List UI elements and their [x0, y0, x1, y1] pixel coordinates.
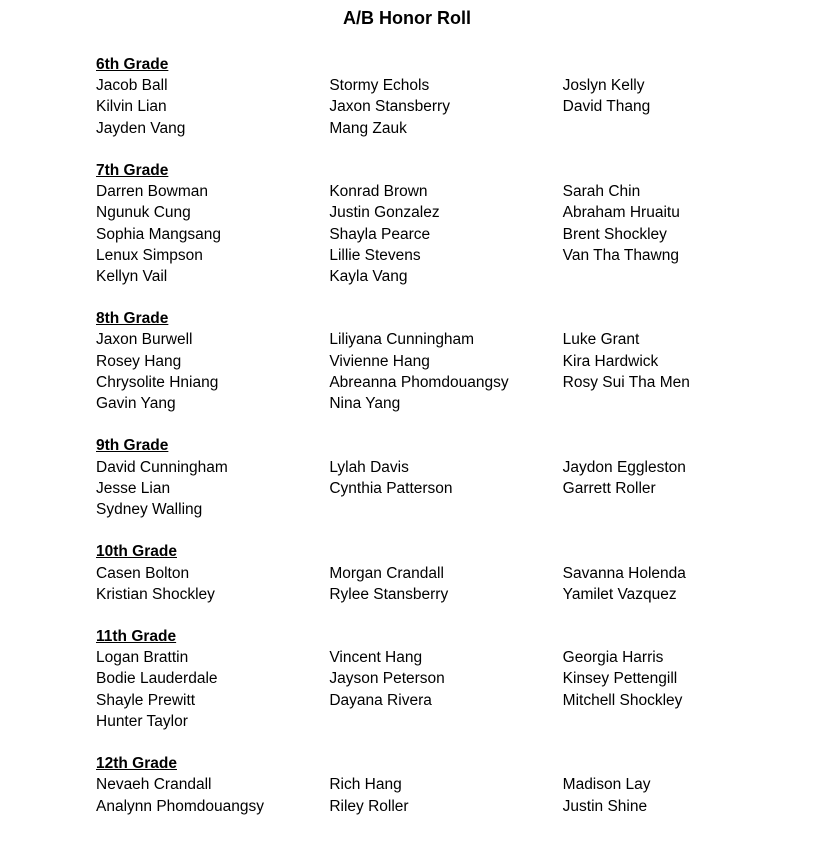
name-row: [96, 393, 796, 414]
student-name: Stormy Echols: [329, 77, 430, 95]
section-6th-grade: [96, 54, 796, 139]
student-name: Nina Yang: [329, 395, 401, 412]
name-row: [96, 563, 796, 584]
student-name: Rosey Hang: [96, 352, 182, 370]
student-name: Kellyn Vail: [96, 267, 168, 285]
student-name: Dayana Rivera: [329, 691, 432, 709]
student-name: [329, 711, 562, 732]
student-name: Rosy Sui Tha Men: [562, 373, 690, 391]
student-name: Justin Gonzalez: [329, 204, 440, 222]
student-name: [563, 118, 796, 139]
student-name: Hunter Taylor: [96, 712, 188, 730]
section-10th-grade: [96, 541, 796, 605]
grade-heading: 9th Grade: [96, 437, 169, 455]
student-name: [563, 711, 796, 732]
student-name: Konrad Brown: [329, 183, 428, 201]
student-name: Kinsey Pettengill: [562, 670, 678, 688]
student-name: Garrett Roller: [562, 479, 656, 497]
grade-heading: 11th Grade: [96, 628, 177, 646]
student-name: Jaxon Stansberry: [329, 98, 450, 116]
student-name: Casen Bolton: [96, 564, 190, 582]
student-name: [563, 393, 796, 414]
grade-heading: 7th Grade: [96, 161, 169, 179]
student-name: [563, 266, 796, 287]
student-name: Madison Lay: [562, 776, 651, 794]
student-name: Vincent Hang: [329, 649, 423, 667]
student-name: [329, 499, 562, 520]
student-name: Lenux Simpson: [96, 246, 203, 264]
student-name: Ngunuk Cung: [96, 204, 191, 222]
student-name: Riley Roller: [329, 797, 409, 815]
student-name: Luke Grant: [562, 331, 640, 349]
student-name: Darren Bowman: [96, 183, 208, 201]
section-7th-grade: [96, 160, 796, 287]
name-row: [96, 329, 796, 350]
student-name: Jacob Ball: [96, 77, 168, 95]
grade-heading: 8th Grade: [96, 310, 169, 328]
name-row: [96, 245, 796, 266]
student-name: Van Tha Thawng: [562, 246, 679, 264]
student-name: Jesse Lian: [96, 479, 171, 497]
student-name: Yamilet Vazquez: [562, 585, 677, 603]
name-row: [96, 668, 796, 689]
student-name: Mitchell Shockley: [562, 691, 683, 709]
name-row: [96, 202, 796, 223]
name-row: [96, 181, 796, 202]
student-name: Rich Hang: [329, 776, 402, 794]
name-row: [96, 584, 796, 605]
student-name: Shayle Prewitt: [96, 691, 196, 709]
student-name: Lillie Stevens: [329, 246, 421, 264]
honor-roll-list: [96, 54, 796, 838]
student-name: Joslyn Kelly: [562, 77, 645, 95]
student-name: Jaydon Eggleston: [562, 458, 686, 476]
student-name: Justin Shine: [562, 797, 648, 815]
student-name: Jayson Peterson: [329, 670, 445, 688]
name-row: [96, 499, 796, 520]
student-name: David Cunningham: [96, 458, 228, 476]
name-row: [96, 690, 796, 711]
student-name: Jaxon Burwell: [96, 331, 193, 349]
student-name: Rylee Stansberry: [329, 585, 449, 603]
student-name: Abraham Hruaitu: [562, 204, 680, 222]
student-name: Kilvin Lian: [96, 98, 167, 116]
name-row: [96, 266, 796, 287]
student-name: Analynn Phomdouangsy: [96, 797, 265, 815]
name-row: [96, 774, 796, 795]
student-name: Mang Zauk: [329, 119, 407, 137]
student-name: Brent Shockley: [562, 225, 667, 243]
student-name: Cynthia Patterson: [329, 479, 453, 497]
student-name: Sydney Walling: [96, 500, 203, 518]
student-name: David Thang: [562, 98, 651, 116]
student-name: Lylah Davis: [329, 458, 409, 476]
name-row: [96, 478, 796, 499]
student-name: Georgia Harris: [562, 649, 664, 667]
student-name: Bodie Lauderdale: [96, 670, 218, 688]
name-row: [96, 711, 796, 732]
student-name: Vivienne Hang: [329, 352, 430, 370]
student-name: Kristian Shockley: [96, 585, 215, 603]
student-name: Chrysolite Hniang: [96, 373, 219, 391]
name-row: [96, 96, 796, 117]
student-name: Morgan Crandall: [329, 564, 444, 582]
student-name: Savanna Holenda: [562, 564, 686, 582]
name-row: [96, 796, 796, 817]
student-name: Liliyana Cunningham: [329, 331, 475, 349]
student-name: Nevaeh Crandall: [96, 776, 212, 794]
name-row: [96, 224, 796, 245]
student-name: Sarah Chin: [562, 183, 641, 201]
page-title: A/B Honor Roll: [343, 8, 471, 28]
student-name: Gavin Yang: [96, 395, 176, 412]
grade-heading: 12th Grade: [96, 755, 177, 773]
student-name: Jayden Vang: [96, 119, 186, 137]
student-name: [563, 499, 796, 520]
section-9th-grade: [96, 435, 796, 520]
name-row: [96, 351, 796, 372]
grade-heading: 6th Grade: [96, 56, 169, 73]
name-row: [96, 457, 796, 478]
section-12th-grade: [96, 753, 796, 817]
student-name: Shayla Pearce: [329, 225, 431, 243]
section-8th-grade: [96, 308, 796, 414]
name-row: [96, 75, 796, 96]
grade-heading: 10th Grade: [96, 543, 177, 561]
student-name: Logan Brattin: [96, 649, 189, 667]
section-11th-grade: [96, 626, 796, 732]
name-row: [96, 118, 796, 139]
student-name: Kayla Vang: [329, 267, 408, 285]
student-name: Kira Hardwick: [562, 352, 659, 370]
name-row: [96, 372, 796, 393]
student-name: Sophia Mangsang: [96, 225, 221, 243]
name-row: [96, 647, 796, 668]
student-name: Abreanna Phomdouangsy: [329, 373, 509, 391]
